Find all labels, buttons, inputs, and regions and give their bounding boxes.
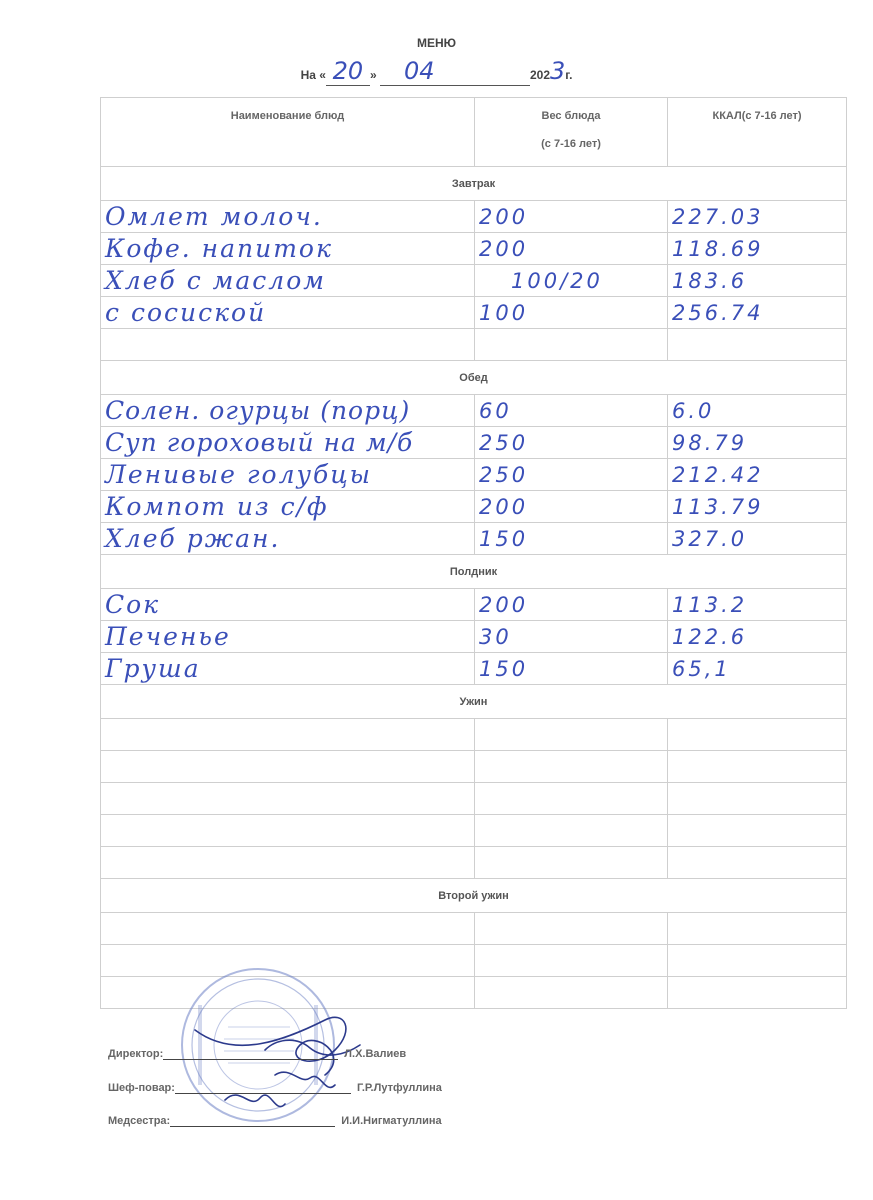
- dish-weight: 200: [479, 236, 529, 261]
- dish-name: с сосиской: [105, 298, 267, 327]
- nurse-label: Медсестра:: [108, 1115, 171, 1127]
- col-header-kcal: ККАЛ(с 7-16 лет): [668, 98, 847, 167]
- section-dinner: Ужин: [101, 685, 847, 719]
- table-row: [101, 719, 847, 751]
- dish-name: Печенье: [105, 622, 231, 651]
- table-row: [101, 523, 847, 555]
- col-header-weight: Вес блюда (с 7-16 лет): [475, 98, 668, 167]
- dish-name: Груша: [105, 654, 201, 683]
- date-year-suffix: г.: [565, 68, 573, 82]
- menu-table: [100, 97, 847, 1009]
- dish-kcal: 118.69: [672, 236, 764, 261]
- director-label: Директор:: [108, 1048, 164, 1060]
- signature-director: [108, 1048, 406, 1060]
- table-row: [101, 847, 847, 879]
- table-row: [101, 621, 847, 653]
- table-row: [101, 329, 847, 361]
- dish-weight: 150: [479, 656, 529, 681]
- dish-name: Кофе. напиток: [105, 234, 333, 263]
- nurse-name: И.И.Нигматуллина: [341, 1115, 442, 1127]
- dish-kcal: 113.2: [672, 592, 748, 617]
- director-name: Л.Х.Валиев: [344, 1048, 407, 1060]
- dish-name: Ленивые голубцы: [105, 460, 373, 489]
- table-row: [101, 913, 847, 945]
- table-row: [101, 459, 847, 491]
- table-row: [101, 751, 847, 783]
- chef-name: Г.Р.Лутфуллина: [356, 1082, 442, 1094]
- table-row: [101, 265, 847, 297]
- table-row: [101, 491, 847, 523]
- chef-label: Шеф-повар:: [108, 1082, 175, 1094]
- menu-date: [0, 57, 873, 86]
- date-day: 20: [326, 57, 370, 86]
- table-row: [101, 297, 847, 329]
- dish-weight: 100: [479, 300, 529, 325]
- menu-title: МЕНЮ: [416, 36, 457, 50]
- dish-kcal: 183.6: [672, 268, 748, 293]
- dish-kcal: 212.42: [672, 462, 764, 487]
- dish-name: Омлет молоч.: [105, 202, 323, 231]
- dish-weight: 30: [479, 624, 512, 649]
- date-mid: »: [369, 68, 377, 82]
- table-row: [101, 589, 847, 621]
- dish-kcal: 98.79: [672, 430, 748, 455]
- dish-weight: 250: [479, 430, 529, 455]
- table-row: [101, 233, 847, 265]
- table-row: [101, 395, 847, 427]
- dish-weight: 150: [479, 526, 529, 551]
- dish-kcal: 327.0: [672, 526, 748, 551]
- signature-nurse: [108, 1115, 442, 1127]
- dish-name: Хлеб с маслом: [105, 266, 326, 295]
- section-second-dinner: Второй ужин: [101, 879, 847, 913]
- table-row: [101, 427, 847, 459]
- date-year-digit: 3: [550, 57, 566, 85]
- signature-chef: [108, 1082, 442, 1094]
- date-prefix: На «: [300, 68, 326, 82]
- dish-weight: 100/20: [511, 268, 603, 293]
- dish-name: Сок: [105, 590, 161, 619]
- table-row: [101, 201, 847, 233]
- dish-weight: 250: [479, 462, 529, 487]
- dish-name: Солен. огурцы (порц): [105, 396, 411, 425]
- dish-weight: 60: [479, 398, 512, 423]
- col-header-name: Наименование блюд: [101, 98, 475, 167]
- dish-name: Суп гороховый на м/б: [105, 428, 414, 457]
- section-breakfast: Завтрак: [101, 167, 847, 201]
- dish-weight: 200: [479, 592, 529, 617]
- table-row: [101, 783, 847, 815]
- table-row: [101, 653, 847, 685]
- table-row: [101, 815, 847, 847]
- dish-kcal: 113.79: [672, 494, 764, 519]
- date-year-prefix: 202: [529, 68, 550, 82]
- section-snack: Полдник: [101, 555, 847, 589]
- section-lunch: Обед: [101, 361, 847, 395]
- date-month: 04: [380, 57, 530, 86]
- signature-scribble: [175, 1000, 375, 1130]
- dish-name: Хлеб ржан.: [105, 524, 281, 553]
- dish-kcal: 65,1: [672, 656, 731, 681]
- table-header: [101, 98, 847, 167]
- dish-kcal: 227.03: [672, 204, 764, 229]
- dish-kcal: 122.6: [672, 624, 748, 649]
- dish-kcal: 6.0: [672, 398, 715, 423]
- dish-weight: 200: [479, 494, 529, 519]
- dish-name: Компот из с/ф: [105, 492, 329, 521]
- dish-kcal: 256.74: [672, 300, 764, 325]
- dish-weight: 200: [479, 204, 529, 229]
